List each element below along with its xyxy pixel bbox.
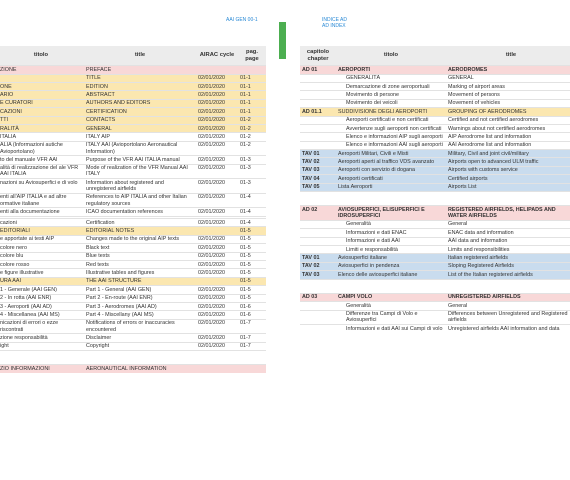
table-row bbox=[300, 158, 570, 166]
cell-airac: 02/01/2020 bbox=[196, 124, 238, 132]
cell-titolo bbox=[0, 351, 84, 365]
table-row bbox=[0, 74, 266, 82]
table-row bbox=[300, 325, 570, 333]
table-row bbox=[0, 208, 266, 216]
cell-airac: 02/01/2020 bbox=[196, 286, 238, 294]
col-page: pag. page bbox=[238, 46, 266, 66]
right-header-line-1: INDICE AD bbox=[322, 17, 348, 23]
table-row bbox=[0, 99, 266, 107]
cell-titolo: e apportate ai testi AIP bbox=[0, 235, 84, 243]
cell-chapter: TAV 03 bbox=[300, 166, 336, 174]
cell-page: 01-6 bbox=[238, 302, 266, 310]
cell-title: AERONAUTICAL INFORMATION bbox=[84, 365, 196, 373]
cell-title: Limits and responsibilities bbox=[446, 246, 570, 254]
cell-title: AERODROMES bbox=[446, 66, 570, 74]
cell-titolo: cazioni bbox=[0, 219, 84, 227]
cell-titolo: alità di realizzazione del ale VFR AAI ITALIA bbox=[0, 164, 84, 179]
table-row bbox=[0, 164, 266, 179]
cell-page bbox=[238, 66, 266, 74]
cell-page: 01-7 bbox=[238, 334, 266, 342]
cell-title: Part 2 - En-route (AAI ENR) bbox=[84, 294, 196, 302]
cell-airac: 02/01/2020 bbox=[196, 164, 238, 179]
cell-title: AAI data and information bbox=[446, 237, 570, 245]
cell-titolo: Generalità bbox=[336, 302, 446, 310]
cell-airac: 02/01/2020 bbox=[196, 311, 238, 319]
cell-title: ABSTRACT bbox=[84, 91, 196, 99]
cell-titolo: Differenze tra Campi di Volo e Aviosuperfici bbox=[336, 310, 446, 325]
cell-titolo: Informazioni e dati AAI sui Campi di volo bbox=[336, 325, 446, 333]
cell-airac: 02/01/2020 bbox=[196, 141, 238, 156]
cell-airac bbox=[196, 351, 238, 365]
cell-page: 01-1 bbox=[238, 82, 266, 90]
cell-airac bbox=[196, 66, 238, 74]
cell-title: General bbox=[446, 220, 570, 228]
cell-titolo: Elenco e informazioni AAI sugli aeroporti bbox=[336, 141, 446, 149]
cell-titolo: Lista Aeroporti bbox=[336, 183, 446, 191]
cell-chapter bbox=[300, 74, 336, 82]
table-row bbox=[300, 254, 570, 262]
cell-airac: 02/01/2020 bbox=[196, 244, 238, 252]
cell-titolo: Informazioni e dati ENAC bbox=[336, 229, 446, 237]
table-row bbox=[300, 183, 570, 191]
cell-title: Part 3 - Aerodromes (AAI AD) bbox=[84, 302, 196, 310]
cell-titolo: Aeroporti aperti al traffico VDS avanzato bbox=[336, 158, 446, 166]
cell-airac: 02/01/2020 bbox=[196, 82, 238, 90]
cell-title bbox=[446, 192, 570, 206]
table-row bbox=[300, 150, 570, 158]
table-row bbox=[300, 229, 570, 237]
table-row bbox=[300, 141, 570, 149]
cell-titolo: Elenco e informazioni AIP sugli aeroporti bbox=[336, 133, 446, 141]
cell-page: 01-5 bbox=[238, 286, 266, 294]
cell-title: Purpose of the VFR AAI ITALIA manual bbox=[84, 156, 196, 164]
cell-chapter: TAV 01 bbox=[300, 254, 336, 262]
cell-title: Airports with customs service bbox=[446, 166, 570, 174]
cell-airac: 02/01/2020 bbox=[196, 261, 238, 269]
table-row bbox=[0, 252, 266, 260]
cell-title: Notifications of errors or inaccuracies encountered bbox=[84, 319, 196, 334]
cell-title: Sloping Registered Airfields bbox=[446, 262, 570, 270]
cell-chapter: TAV 02 bbox=[300, 158, 336, 166]
cell-titolo: 2 - In rotta (AAI ENR) bbox=[0, 294, 84, 302]
cell-chapter bbox=[300, 82, 336, 90]
cell-title: Information about registered and unregistered airfields bbox=[84, 179, 196, 194]
col-title: title bbox=[446, 46, 570, 66]
cell-titolo: enti all'AIP ITALIA e ad altre ormative italiane bbox=[0, 193, 84, 208]
table-row bbox=[0, 319, 266, 334]
cell-title: Airports open to advanced ULM traffic bbox=[446, 158, 570, 166]
cell-titolo: e figure illustrative bbox=[0, 269, 84, 277]
cell-title: Certified airports bbox=[446, 175, 570, 183]
table-row bbox=[0, 261, 266, 269]
table-row bbox=[0, 244, 266, 252]
table-row bbox=[300, 124, 570, 132]
cell-page: 01-2 bbox=[238, 141, 266, 156]
table-row bbox=[0, 91, 266, 99]
cell-titolo: zione responsabilità bbox=[0, 334, 84, 342]
table-row bbox=[0, 302, 266, 310]
table-row bbox=[300, 66, 570, 74]
cell-titolo: Aeroporti con servizio di dogana bbox=[336, 166, 446, 174]
col-titolo: titolo bbox=[0, 46, 84, 66]
cell-page: 01-4 bbox=[238, 208, 266, 216]
cell-chapter bbox=[300, 279, 336, 293]
cell-chapter bbox=[300, 124, 336, 132]
page-divider-marker bbox=[279, 22, 286, 59]
table-row bbox=[0, 351, 266, 365]
table-row bbox=[0, 193, 266, 208]
table-row bbox=[300, 206, 570, 221]
cell-title: Illustrative tables and figures bbox=[84, 269, 196, 277]
table-row bbox=[300, 293, 570, 301]
cell-title: Disclaimer bbox=[84, 334, 196, 342]
table-row bbox=[0, 133, 266, 141]
table-row bbox=[0, 141, 266, 156]
cell-airac bbox=[196, 227, 238, 235]
table-row bbox=[300, 108, 570, 116]
cell-chapter bbox=[300, 220, 336, 228]
cell-titolo: Generalità bbox=[336, 220, 446, 228]
cell-titolo: ZIO INFORMAZIONI bbox=[0, 365, 84, 373]
cell-titolo: RALITÀ bbox=[0, 124, 84, 132]
cell-titolo: E CURATORI bbox=[0, 99, 84, 107]
cell-chapter: TAV 01 bbox=[300, 150, 336, 158]
table-row bbox=[300, 302, 570, 310]
cell-airac: 02/01/2020 bbox=[196, 294, 238, 302]
col-chapter: capitolo chapter bbox=[300, 46, 336, 66]
table-row bbox=[0, 365, 266, 373]
cell-page: 01-1 bbox=[238, 91, 266, 99]
cell-page: 01-5 bbox=[238, 269, 266, 277]
table-row bbox=[300, 237, 570, 245]
cell-titolo: colore blu bbox=[0, 252, 84, 260]
col-airac: AIRAC cycle bbox=[196, 46, 238, 66]
table-row bbox=[0, 219, 266, 227]
table-row bbox=[0, 311, 266, 319]
cell-airac: 02/01/2020 bbox=[196, 342, 238, 350]
cell-chapter: TAV 03 bbox=[300, 271, 336, 279]
table-row bbox=[0, 66, 266, 74]
cell-titolo: colore rosso bbox=[0, 261, 84, 269]
cell-titolo: ALIA (Informazioni autiche Avioportolano) bbox=[0, 141, 84, 156]
cell-airac: 02/01/2020 bbox=[196, 74, 238, 82]
cell-page: 01-2 bbox=[238, 124, 266, 132]
cell-airac: 02/01/2020 bbox=[196, 108, 238, 116]
cell-title: Certification bbox=[84, 219, 196, 227]
cell-titolo: Aeroporti Militari, Civili e Misti bbox=[336, 150, 446, 158]
cell-title: Differences between Unregistered and Registered airfields bbox=[446, 310, 570, 325]
cell-titolo: SUDDIVISIONE DEGLI AEROPORTI bbox=[336, 108, 446, 116]
table-row bbox=[300, 246, 570, 254]
cell-titolo: ONE bbox=[0, 82, 84, 90]
cell-titolo: to del manuale VFR AAI bbox=[0, 156, 84, 164]
cell-titolo: Avvertenze sugli aeroporti non certificati bbox=[336, 124, 446, 132]
cell-titolo bbox=[336, 192, 446, 206]
table-row bbox=[300, 310, 570, 325]
cell-page: 01-7 bbox=[238, 319, 266, 334]
table-row bbox=[0, 269, 266, 277]
cell-page: 01-4 bbox=[238, 219, 266, 227]
cell-page: 01-2 bbox=[238, 116, 266, 124]
cell-title: CERTIFICATION bbox=[84, 108, 196, 116]
table-row bbox=[300, 116, 570, 124]
cell-airac: 02/01/2020 bbox=[196, 156, 238, 164]
cell-airac: 02/01/2020 bbox=[196, 252, 238, 260]
cell-title: AAI Aerodrome list and information bbox=[446, 141, 570, 149]
cell-titolo: Aeroporti certificati e non certificati bbox=[336, 116, 446, 124]
table-row bbox=[300, 166, 570, 174]
table-row bbox=[300, 175, 570, 183]
right-header-ref bbox=[322, 17, 347, 29]
table-row bbox=[0, 334, 266, 342]
right-header-line-2: AD INDEX bbox=[322, 23, 346, 29]
cell-titolo bbox=[0, 74, 84, 82]
table-row bbox=[0, 108, 266, 116]
cell-titolo: 3 - Aeroporti (AAI AD) bbox=[0, 302, 84, 310]
table-row bbox=[300, 262, 570, 270]
cell-title: PREFACE bbox=[84, 66, 196, 74]
cell-title: Movement of persons bbox=[446, 91, 570, 99]
cell-title: Red texts bbox=[84, 261, 196, 269]
cell-titolo: URA AAI bbox=[0, 277, 84, 285]
cell-title: GENERAL bbox=[84, 124, 196, 132]
cell-chapter bbox=[300, 133, 336, 141]
table-row bbox=[300, 82, 570, 90]
cell-page: 01-1 bbox=[238, 74, 266, 82]
cell-chapter: AD 01.1 bbox=[300, 108, 336, 116]
cell-titolo: nazioni su Aviosuperfici e di volo bbox=[0, 179, 84, 194]
cell-titolo: 1 - Generale (AAI GEN) bbox=[0, 286, 84, 294]
cell-titolo: 4 - Miscellanea (AAI MS) bbox=[0, 311, 84, 319]
cell-title: ITALY AAI (Avioportolano Aeronautical Information) bbox=[84, 141, 196, 156]
cell-page: 01-2 bbox=[238, 133, 266, 141]
cell-airac bbox=[196, 277, 238, 285]
cell-titolo: TTI bbox=[0, 116, 84, 124]
left-index-table bbox=[0, 46, 266, 373]
table-row bbox=[300, 133, 570, 141]
cell-title: Part 4 - Miscellany (AAI MS) bbox=[84, 311, 196, 319]
cell-page: 01-3 bbox=[238, 179, 266, 194]
cell-title: References to AIP ITALIA and other Italian regulatory sources bbox=[84, 193, 196, 208]
cell-title: Warnings about not certified aerodromes bbox=[446, 124, 570, 132]
cell-title: THE AAI STRUCTURE bbox=[84, 277, 196, 285]
table-row bbox=[300, 192, 570, 206]
left-table-header bbox=[0, 46, 266, 66]
table-row bbox=[0, 124, 266, 132]
cell-title: Airports List bbox=[446, 183, 570, 191]
cell-page: 01-3 bbox=[238, 156, 266, 164]
cell-title: Military, Civil and joint civil/military bbox=[446, 150, 570, 158]
cell-chapter bbox=[300, 325, 336, 333]
cell-titolo: enti alla documentazione bbox=[0, 208, 84, 216]
cell-airac: 02/01/2020 bbox=[196, 269, 238, 277]
cell-chapter: AD 03 bbox=[300, 293, 336, 301]
cell-titolo: ight bbox=[0, 342, 84, 350]
cell-airac: 02/01/2020 bbox=[196, 99, 238, 107]
cell-title: Part 1 - General (AAI GEN) bbox=[84, 286, 196, 294]
cell-titolo bbox=[336, 279, 446, 293]
cell-title: GROUPING OF AERODROMES bbox=[446, 108, 570, 116]
cell-title: UNREGISTERED AIRFIELDS bbox=[446, 293, 570, 301]
cell-chapter bbox=[300, 192, 336, 206]
cell-title bbox=[84, 351, 196, 365]
table-row bbox=[0, 227, 266, 235]
cell-title: ICAO documentation references bbox=[84, 208, 196, 216]
cell-page: 01-5 bbox=[238, 227, 266, 235]
table-row bbox=[0, 179, 266, 194]
table-row bbox=[300, 91, 570, 99]
cell-page: 01-5 bbox=[238, 244, 266, 252]
cell-chapter bbox=[300, 141, 336, 149]
table-row bbox=[0, 116, 266, 124]
cell-title: GENERAL bbox=[446, 74, 570, 82]
table-row bbox=[0, 286, 266, 294]
cell-page: 01-7 bbox=[238, 342, 266, 350]
cell-chapter: TAV 04 bbox=[300, 175, 336, 183]
cell-chapter bbox=[300, 310, 336, 325]
cell-titolo: Aeroporti certificati bbox=[336, 175, 446, 183]
col-titolo: titolo bbox=[336, 46, 446, 66]
cell-title: Black text bbox=[84, 244, 196, 252]
cell-titolo: Demarcazione di zone aeroportuali bbox=[336, 82, 446, 90]
table-row bbox=[300, 279, 570, 293]
cell-titolo: GENERALITÀ bbox=[336, 74, 446, 82]
cell-titolo: Limiti e responsabilità bbox=[336, 246, 446, 254]
cell-titolo: Elenco delle aviosuperfici italiane bbox=[336, 271, 446, 279]
cell-title: Movement of vehicles bbox=[446, 99, 570, 107]
table-row bbox=[300, 271, 570, 279]
cell-chapter bbox=[300, 229, 336, 237]
cell-chapter bbox=[300, 237, 336, 245]
cell-title: AIP Aerodrome list and information bbox=[446, 133, 570, 141]
cell-title: List of the Italian registered airfields bbox=[446, 271, 570, 279]
cell-title: EDITION bbox=[84, 82, 196, 90]
table-row bbox=[0, 235, 266, 243]
cell-title: Mode of realization of the VFR Manual AAI ITALY bbox=[84, 164, 196, 179]
table-row bbox=[0, 156, 266, 164]
cell-airac: 02/01/2020 bbox=[196, 219, 238, 227]
cell-title: Marking of airport areas bbox=[446, 82, 570, 90]
cell-title: General bbox=[446, 302, 570, 310]
cell-chapter: TAV 02 bbox=[300, 262, 336, 270]
cell-title: Copyright bbox=[84, 342, 196, 350]
cell-page bbox=[238, 365, 266, 373]
cell-titolo: AEROPORTI bbox=[336, 66, 446, 74]
cell-titolo: ITALIA bbox=[0, 133, 84, 141]
cell-chapter bbox=[300, 116, 336, 124]
table-row bbox=[300, 99, 570, 107]
cell-title: Italian registered airfields bbox=[446, 254, 570, 262]
cell-title: ENAC data and information bbox=[446, 229, 570, 237]
table-row bbox=[0, 294, 266, 302]
cell-airac: 02/01/2020 bbox=[196, 133, 238, 141]
cell-titolo: Movimento dei veicoli bbox=[336, 99, 446, 107]
cell-airac: 02/01/2020 bbox=[196, 302, 238, 310]
table-row bbox=[0, 342, 266, 350]
cell-airac: 02/01/2020 bbox=[196, 179, 238, 194]
cell-titolo: nicazioni di errori o ezze riscontrati bbox=[0, 319, 84, 334]
cell-page: 01-5 bbox=[238, 235, 266, 243]
cell-page: 01-5 bbox=[238, 277, 266, 285]
cell-titolo: CAZIONI bbox=[0, 108, 84, 116]
cell-chapter: AD 02 bbox=[300, 206, 336, 221]
cell-chapter: AD 01 bbox=[300, 66, 336, 74]
cell-titolo: ARIO bbox=[0, 91, 84, 99]
cell-titolo: Aviosuperfici in pendenza bbox=[336, 262, 446, 270]
cell-title: Changes made to the original AIP texts bbox=[84, 235, 196, 243]
cell-title: Unregistered airfields AAI information and data bbox=[446, 325, 570, 333]
cell-titolo: Informazioni e dati AAI bbox=[336, 237, 446, 245]
cell-page: 01-3 bbox=[238, 164, 266, 179]
cell-titolo: EDITORIALI bbox=[0, 227, 84, 235]
cell-titolo: colore nero bbox=[0, 244, 84, 252]
cell-title bbox=[446, 279, 570, 293]
left-header-ref: AAI GEN 00-1 bbox=[226, 17, 258, 23]
cell-airac: 02/01/2020 bbox=[196, 91, 238, 99]
cell-titolo: AVIOSUPERFICI, ELISUPERFICI E IDROSUPERFICI bbox=[336, 206, 446, 221]
cell-title: Certified and not certified aerodromes bbox=[446, 116, 570, 124]
cell-page: 01-4 bbox=[238, 193, 266, 208]
right-index-table bbox=[300, 46, 570, 333]
cell-airac: 02/01/2020 bbox=[196, 319, 238, 334]
cell-title: EDITORIAL NOTES bbox=[84, 227, 196, 235]
cell-chapter bbox=[300, 91, 336, 99]
col-title: title bbox=[84, 46, 196, 66]
cell-page: 01-1 bbox=[238, 99, 266, 107]
cell-chapter bbox=[300, 302, 336, 310]
cell-chapter bbox=[300, 246, 336, 254]
cell-title: CONTACTS bbox=[84, 116, 196, 124]
table-row bbox=[300, 220, 570, 228]
cell-airac: 02/01/2020 bbox=[196, 208, 238, 216]
cell-page: 01-5 bbox=[238, 252, 266, 260]
cell-page: 01-5 bbox=[238, 294, 266, 302]
cell-page: 01-1 bbox=[238, 108, 266, 116]
cell-title: REGISTERED AIRFIELDS, HELIPADS AND WATER AIRFIELDS bbox=[446, 206, 570, 221]
cell-airac: 02/01/2020 bbox=[196, 193, 238, 208]
cell-titolo: Aviosuperfici italiane bbox=[336, 254, 446, 262]
cell-title: AUTHORS AND EDITORS bbox=[84, 99, 196, 107]
cell-airac: 02/01/2020 bbox=[196, 235, 238, 243]
cell-page bbox=[238, 351, 266, 365]
cell-airac: 02/01/2020 bbox=[196, 116, 238, 124]
table-row bbox=[0, 277, 266, 285]
cell-chapter bbox=[300, 99, 336, 107]
cell-title: Blue texts bbox=[84, 252, 196, 260]
cell-title: ITALY AIP bbox=[84, 133, 196, 141]
right-table-header bbox=[300, 46, 570, 66]
cell-chapter: TAV 05 bbox=[300, 183, 336, 191]
cell-title: TITLE bbox=[84, 74, 196, 82]
cell-titolo: CAMPI VOLO bbox=[336, 293, 446, 301]
cell-airac: 02/01/2020 bbox=[196, 334, 238, 342]
cell-airac bbox=[196, 365, 238, 373]
table-row bbox=[300, 74, 570, 82]
cell-page: 01-6 bbox=[238, 311, 266, 319]
cell-titolo: Movimento di persone bbox=[336, 91, 446, 99]
cell-page: 01-5 bbox=[238, 261, 266, 269]
table-row bbox=[0, 82, 266, 90]
cell-titolo: ZIONE bbox=[0, 66, 84, 74]
